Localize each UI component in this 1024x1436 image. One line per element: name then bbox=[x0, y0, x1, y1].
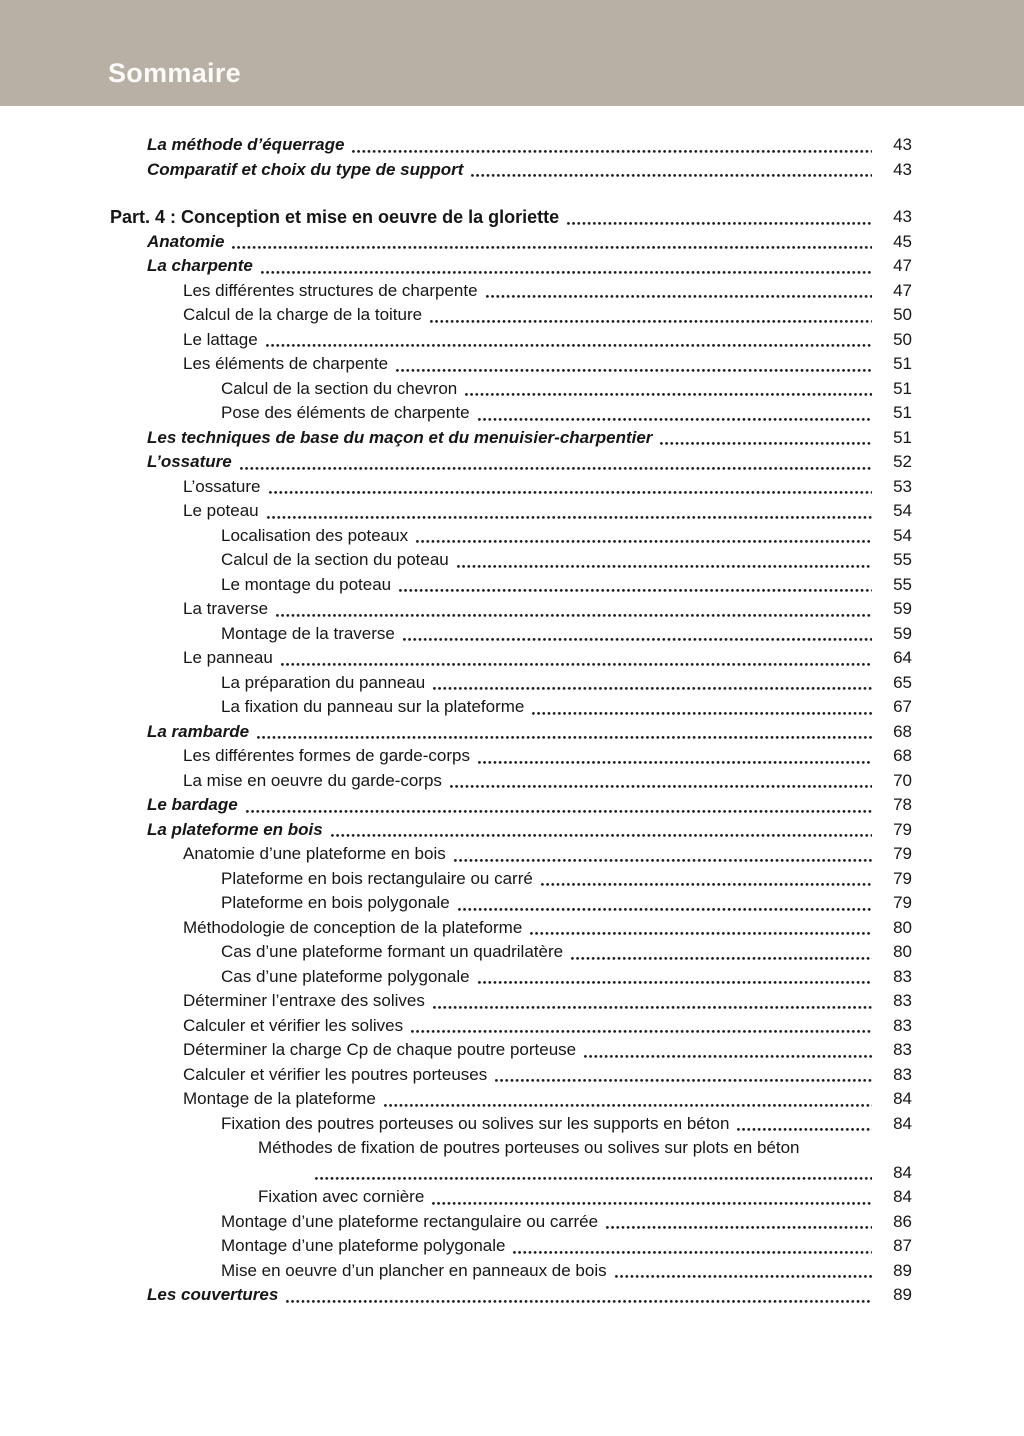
toc-entry-label: Montage de la traverse bbox=[221, 623, 395, 643]
toc-entry-label: La charpente bbox=[147, 256, 253, 275]
dot-leader bbox=[431, 1201, 872, 1206]
toc-entry bbox=[110, 1136, 912, 1161]
toc-entry bbox=[110, 1063, 912, 1088]
toc-page-number: 51 bbox=[893, 354, 912, 373]
toc-page-number: 83 bbox=[893, 1064, 912, 1084]
toc-entry bbox=[110, 475, 912, 500]
toc-page-number: 43 bbox=[893, 159, 912, 179]
page-title: Sommaire bbox=[108, 58, 241, 88]
toc-entry-label: L’ossature bbox=[183, 476, 261, 496]
dot-leader bbox=[614, 1274, 872, 1279]
toc-entry-label: Montage d’une plateforme polygonale bbox=[221, 1236, 506, 1255]
toc-entry-label: Déterminer la charge Cp de chaque poutre porteuse bbox=[183, 1040, 577, 1059]
dot-leader bbox=[457, 907, 872, 912]
toc-entry-label: Méthodes de fixation de poutres porteuses ou solives sur plots en béton bbox=[258, 1138, 800, 1157]
toc-entry-label: Localisation des poteaux bbox=[221, 525, 409, 545]
toc-entry bbox=[110, 793, 912, 818]
toc-page-number: 67 bbox=[893, 697, 912, 716]
dot-leader bbox=[605, 1225, 872, 1230]
dot-leader bbox=[245, 809, 872, 814]
dot-leader bbox=[485, 294, 872, 299]
toc-entry-label: Comparatif et choix du type de support bbox=[147, 159, 464, 179]
dot-leader bbox=[402, 637, 872, 642]
toc-entry-label: Les différentes structures de charpente bbox=[183, 280, 478, 300]
toc-entry-continuation bbox=[110, 1161, 912, 1186]
toc-page-number: 87 bbox=[893, 1236, 912, 1255]
dot-leader bbox=[429, 319, 872, 324]
toc-entry-label: Le bardage bbox=[147, 795, 238, 814]
toc-entry-label: Les couvertures bbox=[147, 1285, 279, 1304]
toc-entry bbox=[110, 1234, 912, 1259]
toc-entry-label: Calculer et vérifier les solives bbox=[183, 1015, 404, 1035]
toc-page-number: 84 bbox=[893, 1113, 912, 1133]
toc-entry-label: La rambarde bbox=[147, 721, 250, 741]
dot-leader bbox=[383, 1103, 872, 1108]
toc-page-number: 79 bbox=[893, 819, 912, 839]
toc-page-number: 83 bbox=[893, 1015, 912, 1035]
toc-entry-label: Le lattage bbox=[183, 329, 258, 349]
toc-entry-label: Le poteau bbox=[183, 501, 259, 520]
toc-page-number: 65 bbox=[893, 672, 912, 692]
toc-entry-label: Calcul de la charge de la toiture bbox=[183, 305, 423, 324]
toc-entry bbox=[110, 744, 912, 769]
dot-leader bbox=[268, 490, 873, 495]
toc-entry-label: La préparation du panneau bbox=[221, 672, 426, 692]
toc-entry-label: Le montage du poteau bbox=[221, 574, 392, 594]
toc-page-number: 80 bbox=[893, 942, 912, 961]
dot-leader bbox=[570, 956, 872, 961]
toc-entry bbox=[110, 1112, 912, 1137]
toc-entry bbox=[110, 769, 912, 794]
dot-leader bbox=[275, 613, 872, 618]
toc-entry-label: Les techniques de base du maçon et du menuisier-charpentier bbox=[147, 427, 653, 447]
toc-page-number: 84 bbox=[893, 1187, 912, 1206]
toc-entry bbox=[110, 891, 912, 916]
toc-page-number: 79 bbox=[893, 844, 912, 863]
toc-page-number: 83 bbox=[893, 1040, 912, 1059]
dot-leader bbox=[477, 417, 872, 422]
toc-page-number: 70 bbox=[893, 770, 912, 790]
toc-entry bbox=[110, 524, 912, 549]
toc-page-number: 68 bbox=[893, 746, 912, 765]
toc-entry bbox=[110, 671, 912, 696]
toc-page-number: 43 bbox=[893, 207, 912, 226]
toc-entry bbox=[110, 377, 912, 402]
toc-entry bbox=[110, 867, 912, 892]
toc-page-number: 50 bbox=[893, 329, 912, 349]
toc-entry bbox=[110, 916, 912, 941]
dot-leader bbox=[531, 711, 872, 716]
toc-entry bbox=[110, 499, 912, 524]
dot-leader bbox=[330, 833, 872, 838]
dot-leader bbox=[351, 149, 872, 154]
dot-leader bbox=[449, 784, 872, 789]
toc-entry bbox=[110, 573, 912, 598]
toc-entry-label: Fixation des poutres porteuses ou solives sur les supports en béton bbox=[221, 1113, 730, 1133]
toc-entry-label: Les éléments de charpente bbox=[183, 354, 389, 373]
toc-entry bbox=[110, 426, 912, 451]
toc-entry bbox=[110, 622, 912, 647]
toc-page-number: 54 bbox=[893, 525, 912, 545]
dot-leader bbox=[529, 931, 872, 936]
toc-entry-label: Les différentes formes de garde-corps bbox=[183, 746, 470, 765]
toc-entry bbox=[110, 230, 912, 255]
toc-entry-label: Part. 4 : Conception et mise en oeuvre de la gloriette bbox=[110, 207, 560, 227]
dot-leader bbox=[512, 1250, 872, 1255]
dot-leader bbox=[231, 245, 872, 250]
toc-entry bbox=[110, 1087, 912, 1112]
toc-entry-label: Fixation avec cornière bbox=[258, 1187, 425, 1206]
dot-leader bbox=[398, 588, 872, 593]
dot-leader bbox=[494, 1078, 872, 1083]
toc-page-number: 89 bbox=[893, 1260, 912, 1280]
toc-page-number: 80 bbox=[893, 917, 912, 937]
dot-leader bbox=[280, 662, 872, 667]
toc-entry-label: L’ossature bbox=[147, 452, 232, 471]
dot-leader bbox=[415, 539, 872, 544]
toc-page-number: 51 bbox=[893, 403, 912, 422]
toc-page-number: 79 bbox=[893, 893, 912, 912]
toc-entry-label: La plateforme en bois bbox=[147, 819, 323, 839]
toc-page-number: 51 bbox=[893, 427, 912, 447]
toc-page-number: 53 bbox=[893, 476, 912, 496]
toc-entry-label: Pose des éléments de charpente bbox=[221, 403, 470, 422]
toc-entry bbox=[110, 352, 912, 377]
toc-page-number: 83 bbox=[893, 991, 912, 1010]
toc-entry bbox=[110, 1014, 912, 1039]
dot-leader bbox=[540, 882, 872, 887]
toc-page-number: 47 bbox=[893, 256, 912, 275]
dot-leader bbox=[266, 515, 872, 520]
toc-page-number: 55 bbox=[893, 550, 912, 569]
toc-entry-label: Calcul de la section du chevron bbox=[221, 378, 458, 398]
toc-page-number: 79 bbox=[893, 868, 912, 888]
toc-page-number: 89 bbox=[893, 1285, 912, 1304]
toc-page-number: 45 bbox=[893, 231, 912, 251]
toc-page-number: 86 bbox=[893, 1211, 912, 1231]
dot-leader bbox=[239, 466, 872, 471]
dot-leader bbox=[566, 221, 872, 226]
dot-leader bbox=[477, 760, 872, 765]
toc-entry bbox=[110, 965, 912, 990]
toc-entry bbox=[110, 328, 912, 353]
dot-leader bbox=[453, 858, 872, 863]
toc-page-number: 54 bbox=[893, 501, 912, 520]
toc-entry bbox=[110, 133, 912, 158]
toc-entry-label: Montage d’une plateforme rectangulaire ou carrée bbox=[221, 1211, 599, 1231]
toc-entry bbox=[110, 548, 912, 573]
toc-entry bbox=[110, 1259, 912, 1284]
dot-leader bbox=[456, 564, 872, 569]
toc-page-number: 78 bbox=[893, 795, 912, 814]
toc-entry-label: Cas d’une plateforme polygonale bbox=[221, 966, 470, 986]
toc-entry-label: Anatomie d’une plateforme en bois bbox=[183, 844, 446, 863]
toc-page-number: 68 bbox=[893, 721, 912, 741]
dot-leader bbox=[265, 343, 872, 348]
toc-page-number: 84 bbox=[893, 1162, 912, 1182]
section-gap bbox=[110, 182, 912, 205]
toc-entry-label: Le panneau bbox=[183, 648, 273, 667]
toc-entry bbox=[110, 1038, 912, 1063]
toc-entry-label: Cas d’une plateforme formant un quadrilatère bbox=[221, 942, 564, 961]
dot-leader bbox=[260, 270, 872, 275]
toc-entry-label: Mise en oeuvre d’un plancher en panneaux de bois bbox=[221, 1260, 607, 1280]
toc-entry bbox=[110, 940, 912, 965]
toc-page-number: 43 bbox=[893, 135, 912, 154]
toc-entry bbox=[110, 695, 912, 720]
dot-leader bbox=[470, 173, 872, 178]
toc-entry bbox=[110, 597, 912, 622]
toc-entry-label: Méthodologie de conception de la plateforme bbox=[183, 917, 523, 937]
toc-entry-label: La mise en oeuvre du garde-corps bbox=[183, 770, 442, 790]
toc-page-number: 52 bbox=[893, 452, 912, 471]
toc-entry bbox=[110, 1185, 912, 1210]
toc-entry-label: Plateforme en bois polygonale bbox=[221, 893, 450, 912]
toc-entry-label: La traverse bbox=[183, 599, 269, 618]
toc-entry bbox=[110, 989, 912, 1014]
toc-entry-label: Anatomie bbox=[147, 231, 225, 251]
dot-leader bbox=[285, 1299, 872, 1304]
dot-leader bbox=[583, 1054, 872, 1059]
dot-leader bbox=[314, 1176, 872, 1181]
dot-leader bbox=[736, 1127, 872, 1132]
toc-entry bbox=[110, 303, 912, 328]
dot-leader bbox=[256, 735, 872, 740]
toc-entry-label: La fixation du panneau sur la plateforme bbox=[221, 697, 525, 716]
toc-entry bbox=[110, 1210, 912, 1235]
dot-leader bbox=[432, 686, 872, 691]
toc-page-number: 51 bbox=[893, 378, 912, 398]
toc-page-number: 59 bbox=[893, 599, 912, 618]
toc-page-number: 55 bbox=[893, 574, 912, 594]
toc-page-number: 50 bbox=[893, 305, 912, 324]
toc-entry bbox=[110, 254, 912, 279]
toc-page-number: 59 bbox=[893, 623, 912, 643]
dot-leader bbox=[477, 980, 872, 985]
toc-page-number: 83 bbox=[893, 966, 912, 986]
dot-leader bbox=[410, 1029, 872, 1034]
toc-entry bbox=[110, 401, 912, 426]
toc-page-number: 84 bbox=[893, 1089, 912, 1108]
toc-entry-label: Plateforme en bois rectangulaire ou carré bbox=[221, 868, 533, 888]
toc-entry bbox=[110, 158, 912, 183]
dot-leader bbox=[464, 392, 872, 397]
toc-entry bbox=[110, 279, 912, 304]
toc-entry bbox=[110, 818, 912, 843]
dot-leader bbox=[395, 368, 872, 373]
header-band bbox=[0, 0, 1024, 106]
toc-entry bbox=[110, 646, 912, 671]
toc-entry bbox=[110, 1283, 912, 1308]
toc-entry bbox=[110, 842, 912, 867]
toc-entry-label: La méthode d’équerrage bbox=[147, 135, 345, 154]
toc-entry-label: Montage de la plateforme bbox=[183, 1089, 376, 1108]
toc-entry-label: Calcul de la section du poteau bbox=[221, 550, 449, 569]
toc-entry-label: Calculer et vérifier les poutres porteuses bbox=[183, 1064, 488, 1084]
toc-entry bbox=[110, 205, 912, 230]
table-of-contents bbox=[110, 133, 912, 1308]
toc-page-number: 64 bbox=[893, 648, 912, 667]
dot-leader bbox=[659, 441, 872, 446]
toc-page-number: 47 bbox=[893, 280, 912, 300]
toc-entry-label: Déterminer l’entraxe des solives bbox=[183, 991, 425, 1010]
dot-leader bbox=[432, 1005, 872, 1010]
toc-entry bbox=[110, 720, 912, 745]
toc-entry bbox=[110, 450, 912, 475]
